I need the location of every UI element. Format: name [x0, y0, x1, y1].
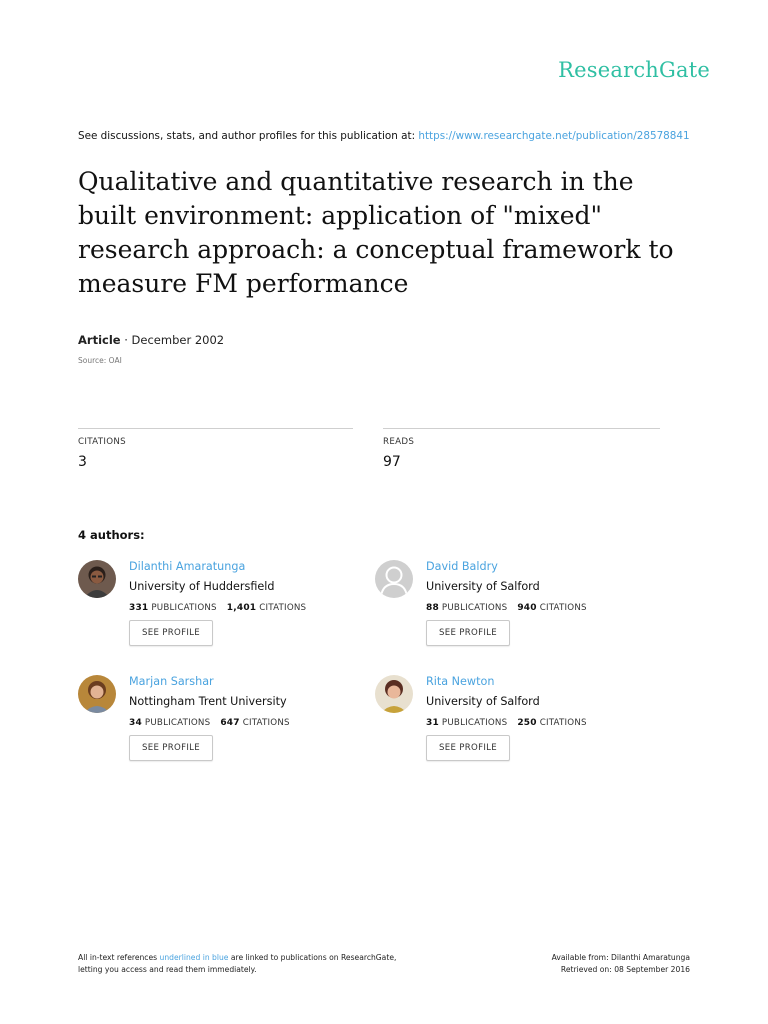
author-name-link[interactable]: Dilanthi Amaratunga [129, 560, 246, 573]
citations-value: 3 [78, 454, 87, 470]
author-name-link[interactable]: David Baldry [426, 560, 498, 573]
publications-count: 34 [129, 718, 142, 728]
publications-count: 331 [129, 603, 149, 613]
author-card-david-baldry [375, 560, 675, 670]
author-card-marjan-sarshar [78, 675, 378, 785]
citations-divider [78, 428, 353, 429]
publications-label: PUBLICATIONS [151, 603, 217, 613]
citations-count: 250 [517, 718, 537, 728]
author-institution: Nottingham Trent University [129, 695, 287, 708]
underlined-in-blue-link[interactable]: underlined in blue [159, 953, 229, 962]
footer-note-line2: letting you access and read them immediately. [78, 965, 257, 974]
publication-title: Qualitative and quantitative research in the built environment: application of "mixed" research approach: a conceptual framework to measure FM performance [78, 167, 674, 298]
retrieved-on: Retrieved on: 08 September 2016 [560, 965, 690, 974]
author-name-link[interactable]: Marjan Sarshar [129, 675, 214, 688]
publications-label: PUBLICATIONS [441, 603, 508, 613]
citations-label: CITATIONS [539, 603, 587, 613]
author-institution: University of Salford [426, 695, 540, 708]
see-profile-button[interactable]: SEE PROFILE [129, 735, 213, 761]
footer-prefix: All in-text references [78, 953, 160, 962]
see-profile-button[interactable]: SEE PROFILE [426, 620, 510, 646]
publications-count: 31 [426, 718, 439, 728]
footer-note-line1 [78, 952, 396, 964]
publications-label: PUBLICATIONS [144, 718, 211, 728]
citations-count: 647 [220, 718, 240, 728]
citations-count: 1,401 [226, 603, 257, 613]
see-profile-button[interactable]: SEE PROFILE [426, 735, 510, 761]
author-institution: University of Salford [426, 580, 540, 593]
discussion-line [78, 130, 690, 142]
author-institution: University of Huddersfield [129, 580, 275, 593]
citations-label: CITATIONS [78, 437, 126, 447]
author-name-link[interactable]: Rita Newton [426, 675, 495, 688]
article-meta [78, 333, 224, 347]
citations-label: CITATIONS [259, 603, 307, 613]
publication-url-link[interactable]: https://www.researchgate.net/publication/28578841 [418, 130, 690, 142]
discussion-prefix: See discussions, stats, and author profiles for this publication at: [78, 130, 419, 142]
authors-heading: 4 authors: [78, 528, 145, 542]
author-photo-icon[interactable] [78, 675, 116, 713]
author-photo-icon[interactable] [78, 560, 116, 598]
author-stats [129, 718, 290, 728]
author-card-rita-newton [375, 675, 675, 785]
researchgate-logo[interactable]: ResearchGate [558, 58, 710, 82]
article-type: Article [78, 333, 121, 347]
footer-note [78, 952, 396, 976]
footer-suffix: are linked to publications on ResearchGate, [228, 953, 397, 962]
reads-label: READS [383, 437, 415, 447]
author-stats [426, 718, 587, 728]
citations-count: 940 [517, 603, 537, 613]
reads-divider [383, 428, 660, 429]
citations-label: CITATIONS [242, 718, 290, 728]
article-date: December 2002 [131, 333, 225, 347]
author-stats [129, 603, 306, 613]
publications-count: 88 [426, 603, 439, 613]
footer-availability [552, 952, 690, 976]
citations-label: CITATIONS [539, 718, 587, 728]
see-profile-button[interactable]: SEE PROFILE [129, 620, 213, 646]
default-user-icon[interactable] [375, 560, 413, 598]
author-stats [426, 603, 587, 613]
publications-label: PUBLICATIONS [441, 718, 508, 728]
available-from: Available from: Dilanthi Amaratunga [551, 953, 690, 962]
author-card-dilanthi-amaratunga [78, 560, 378, 670]
article-source: Source: OAI [78, 356, 122, 365]
author-photo-icon[interactable] [375, 675, 413, 713]
meta-separator: · [120, 333, 132, 347]
reads-value: 97 [383, 454, 401, 470]
